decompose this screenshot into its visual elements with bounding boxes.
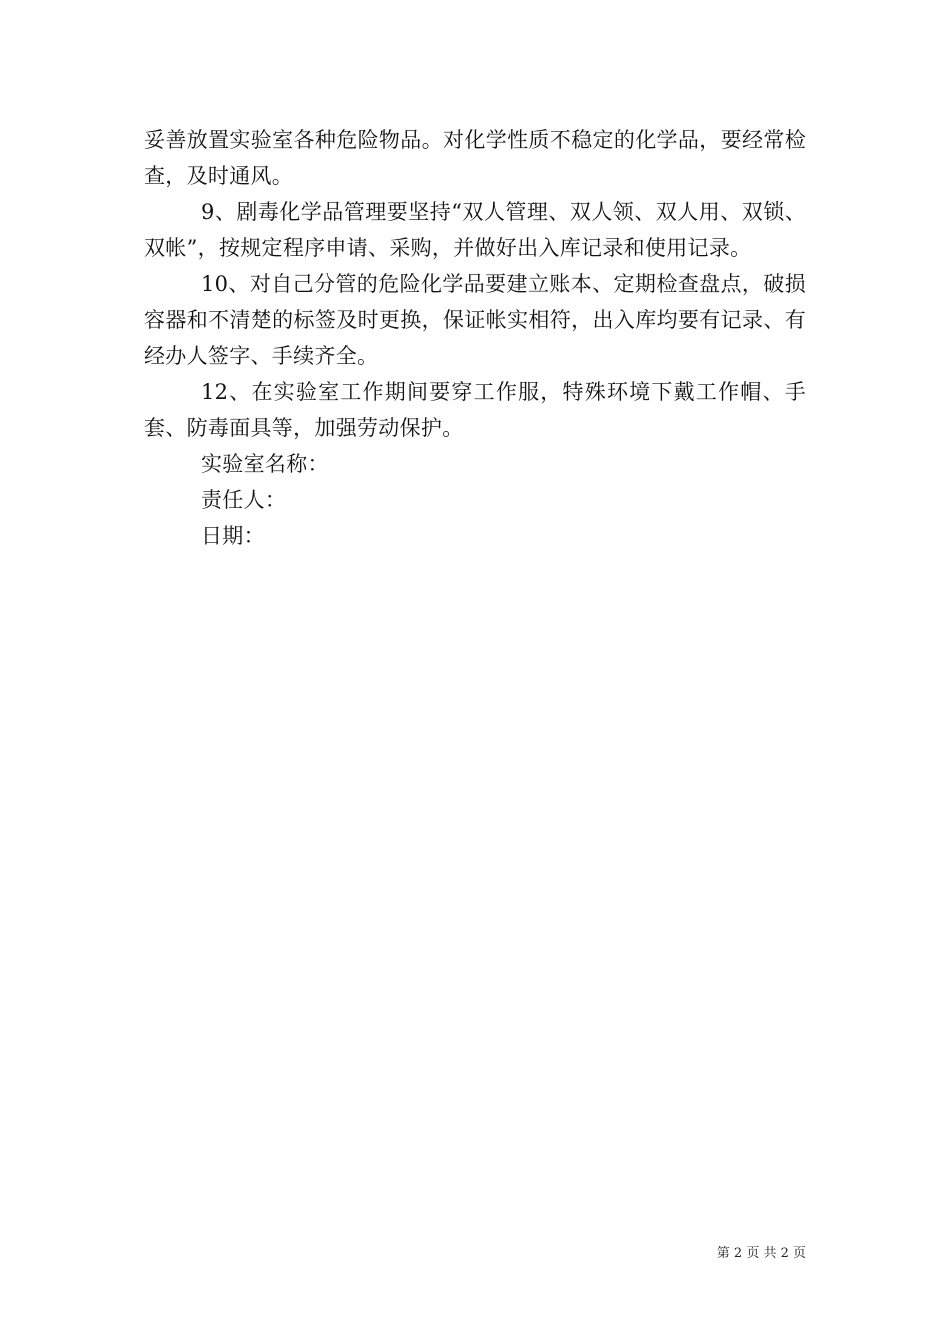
- paragraph-item-9: 9、剧毒化学品管理要坚持“双人管理、双人领、双人用、双锁、双帐”，按规定程序申请、采购，并做好出入库记录和使用记录。: [144, 200, 806, 260]
- paragraph-continuation: 妥善放置实验室各种危险物品。对化学性质不稳定的化学品，要经常检查，及时通风。: [144, 128, 806, 188]
- date-label: 日期：: [201, 524, 265, 548]
- page-number-footer: 第 2 页 共 2 页: [716, 1246, 806, 1261]
- paragraph-item-12: 12、在实验室工作期间要穿工作服，特殊环境下戴工作帽、手套、防毒面具等，加强劳动保护。: [144, 380, 806, 440]
- lab-name-label: 实验室名称：: [201, 452, 329, 476]
- paragraph-item-10: 10、对自己分管的危险化学品要建立账本、定期检查盘点，破损容器和不清楚的标签及时更换，保证帐实相符，出入库均要有记录、有经办人签字、手续齐全。: [144, 272, 806, 368]
- document-body: [144, 122, 806, 554]
- responsible-person-label: 责任人：: [201, 488, 287, 512]
